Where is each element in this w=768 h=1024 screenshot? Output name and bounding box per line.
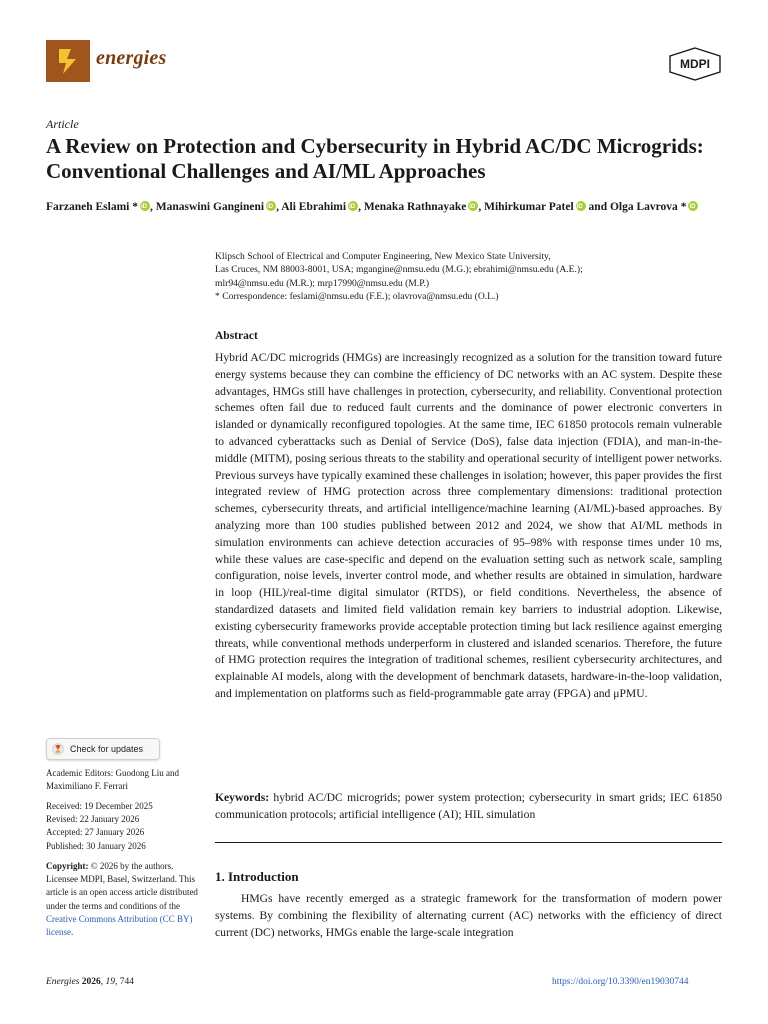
orcid-icon[interactable] <box>576 201 586 211</box>
affiliation-line: Klipsch School of Electrical and Computer Engineering, New Mexico State University, <box>215 251 551 262</box>
orcid-icon[interactable] <box>688 201 698 211</box>
footer-page: 744 <box>119 977 135 987</box>
orcid-icon[interactable] <box>140 201 150 211</box>
license-end: . <box>71 927 74 938</box>
section-divider <box>215 842 722 843</box>
author-name[interactable]: Menaka Rathnayake <box>363 201 467 213</box>
author-list: Farzaneh Eslami *iD , Manaswini GangineniiD , Ali EbrahimiiD , Menaka RathnayakeiD , Mihirkumar PateliD and Olga Lavrova *iD <box>46 199 726 217</box>
affiliation-line: Las Cruces, NM 88003-8001, USA; mgangine@nmsu.edu (M.G.); ebrahimi@nmsu.edu (A.E.); <box>215 264 583 276</box>
keywords-text: hybrid AC/DC microgrids; power system protection; cybersecurity in smart grids; IEC 61850 communication protocols; artificial intelligence (AI); HIL simulation <box>215 791 722 821</box>
orcid-icon[interactable] <box>348 201 358 211</box>
accepted-date: Accepted: 27 January 2026 <box>46 827 145 838</box>
corresponding-mark: * <box>129 201 138 213</box>
citation-footer: Energies 2026, 19, 744 <box>46 977 135 987</box>
orcid-icon[interactable] <box>468 201 478 211</box>
author-name[interactable]: Olga Lavrova <box>609 201 678 213</box>
correspondence: * Correspondence: feslami@nmsu.edu (F.E.); olavrova@nmsu.edu (O.L.) <box>215 291 499 303</box>
keywords-label: Keywords: <box>215 791 270 804</box>
introduction-text: HMGs have recently emerged as a strategic framework for the transformation of modern power systems. By combining the flexibility of alternating current (AC) networks with the efficiency of direct current (DC) networks, HMGs enable the large-scale integration <box>215 892 722 939</box>
check-for-updates-button[interactable] <box>46 738 160 760</box>
copyright-notice <box>46 860 198 939</box>
published-date: Published: 30 January 2026 <box>46 840 146 851</box>
revised-date: Revised: 22 January 2026 <box>46 814 140 825</box>
author-joiner: and <box>588 201 608 213</box>
academic-editors: Academic Editors: Guodong Liu and Maximiliano F. Ferrari <box>46 768 179 792</box>
doi-link[interactable]: https://doi.org/10.3390/en19030744 <box>552 977 689 987</box>
journal-name: energies <box>96 47 167 69</box>
footer-volume: 19 <box>105 977 116 987</box>
orcid-icon[interactable] <box>266 201 276 211</box>
keywords <box>215 790 722 824</box>
abstract-heading: Abstract <box>215 330 258 342</box>
journal-logo <box>46 40 90 82</box>
footer-year: 2026 <box>81 977 101 987</box>
section-heading-introduction: 1. Introduction <box>215 869 299 884</box>
mdpi-logo <box>668 47 722 81</box>
lightning-icon <box>46 40 90 82</box>
footer-journal: Energies <box>46 977 80 987</box>
author-name[interactable]: Mihirkumar Patel <box>484 201 574 213</box>
author-name[interactable]: Manaswini Gangineni <box>155 201 265 213</box>
paper-title: A Review on Protection and Cybersecurity in Hybrid AC/DC Microgrids: Conventional Challenges and AI/ML Approaches <box>46 134 704 183</box>
author-name[interactable]: Farzaneh Eslami <box>46 201 130 213</box>
affiliations <box>215 250 725 304</box>
check-for-updates-label: Check for updates <box>70 744 144 754</box>
affiliation-line: mlr94@nmsu.edu (M.R.); mrp17990@nmsu.edu (M.P.) <box>215 277 430 289</box>
check-updates-icon <box>52 743 64 755</box>
copyright-label: Copyright: <box>46 861 89 871</box>
abstract-text: Hybrid AC/DC microgrids (HMGs) are increasingly recognized as a solution for the transition toward future energy systems because they can combine the efficiency of DC networks with an AC system. Despite these advantages, HMGs still have challenges in protection, cybersecurity, and reliability. Conventional protection schemes often fail due to reduced fault currents and the dominance of power electronic converters in islanded or dynamically reconfigured topologies. At the same time, IEC 61850 protocols remain vulnerable to advanced cyberattacks such as Denial of Service (DoS), false data injection (FDIA), and man-in-the-middle (MITM), posing serious threats to the stability and operational security of intelligent power networks. Previous surveys have typically examined these challenges in isolation; however, this paper provides the first integrated review of HMG protection across three complementary dimensions: traditional protection schemes, cybersecurity threats, and artificial intelligence/machine learning (AI/ML)-based approaches. By analyzing more than 100 studies published between 2012 and 2024, we show that AI/ML methods in simulation environments can achieve detection accuracies of 95–98% with response times under 10 ms, while these values are case-specific and depend on the evaluation setting such as network scale, sampling configuration, noise levels, inverter control mode, and whether results are obtained in simulation, hardware in loop (HIL)/real-time digital simulator (RTDS), or field conditions. Nevertheless, the absence of standardized datasets and limited field validation remain key barriers to industrial adoption. Likewise, existing cybersecurity frameworks provide acceptable protection timing but lack resilience against emerging threats, while conventional methods underperform in clustered and islanded scenarios. Therefore, the future of HMG protection requires the integration of traditional schemes, resilient cybersecurity architectures, and explainable AI models, along with the development of benchmark datasets, hardware-in-the-loop validation, and implementation on platforms such as field-programmable gate array (FPGA) and μPMU. <box>215 351 722 700</box>
publication-dates <box>46 800 206 853</box>
license-link[interactable]: Creative Commons Attribution (CC BY) license <box>46 913 193 938</box>
copyright-text: © 2026 by the authors. Licensee MDPI, Basel, Switzerland. This article is an open access article distributed under the terms and conditions of the <box>46 861 198 911</box>
author-name[interactable]: Ali Ebrahimi <box>281 201 347 213</box>
article-type: Article <box>46 117 79 131</box>
corresponding-mark: * <box>677 201 687 213</box>
publisher-name: MDPI <box>680 57 710 71</box>
received-date: Received: 19 December 2025 <box>46 801 153 811</box>
